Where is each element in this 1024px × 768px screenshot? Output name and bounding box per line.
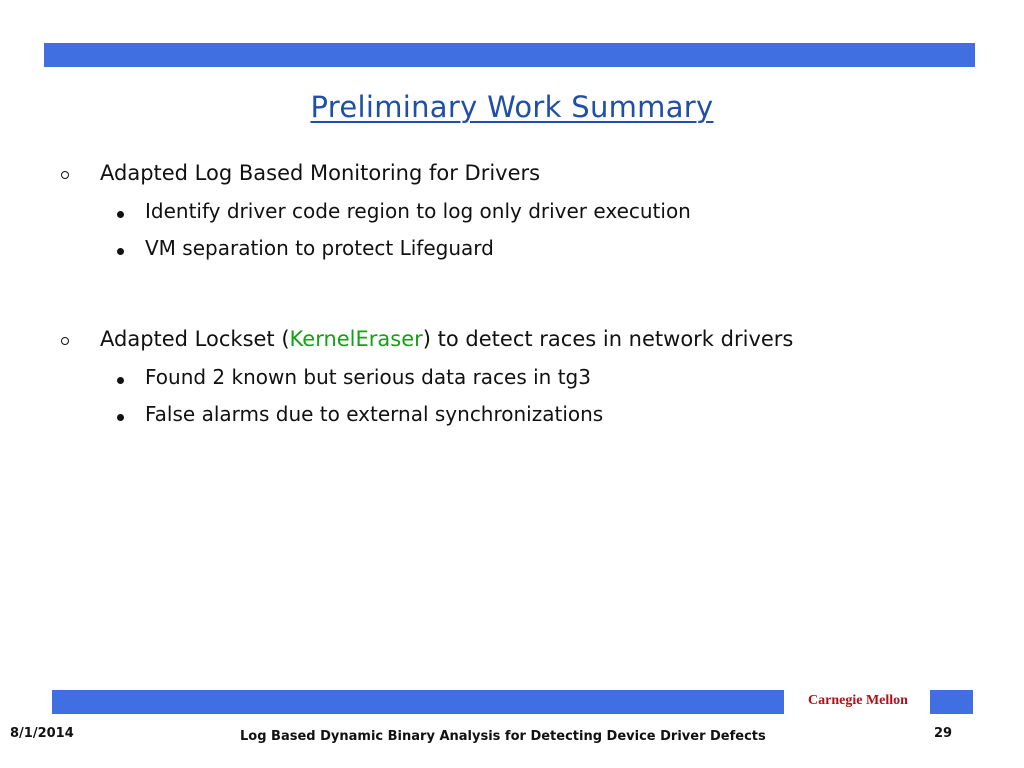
sub-bullet-item-1-1: Identify driver code region to log only driver execution [145, 199, 691, 223]
header-bar [44, 43, 975, 67]
page-number: 29 [934, 726, 953, 741]
footer-date: 8/1/2014 [10, 726, 74, 741]
bullet-dot-icon [61, 337, 69, 345]
institution-label: Carnegie Mellon [808, 693, 908, 708]
sub-bullet-item-2-2: False alarms due to external synchronizations [145, 402, 604, 426]
sub-bullet-item-1-2: VM separation to protect Lifeguard [145, 236, 494, 260]
bullet-item-2 [100, 327, 793, 351]
bullet-item-2-prefix: Adapted Lockset ( [100, 327, 290, 351]
bullet-dot-icon [61, 171, 69, 179]
footer-bar-left [52, 690, 784, 714]
kernel-eraser-highlight: KernelEraser [289, 327, 423, 351]
sub-bullet-dot-icon [117, 248, 124, 255]
sub-bullet-dot-icon [117, 414, 124, 421]
sub-bullet-dot-icon [117, 377, 124, 384]
sub-bullet-item-2-1: Found 2 known but serious data races in tg3 [145, 365, 591, 389]
footer-title: Log Based Dynamic Binary Analysis for Detecting Device Driver Defects [240, 729, 766, 744]
footer-bar-right [930, 690, 973, 714]
sub-bullet-dot-icon [117, 211, 124, 218]
slide-title: Preliminary Work Summary [310, 90, 714, 124]
bullet-item-2-suffix: ) to detect races in network drivers [422, 327, 794, 351]
bullet-item-1: Adapted Log Based Monitoring for Drivers [100, 161, 541, 185]
